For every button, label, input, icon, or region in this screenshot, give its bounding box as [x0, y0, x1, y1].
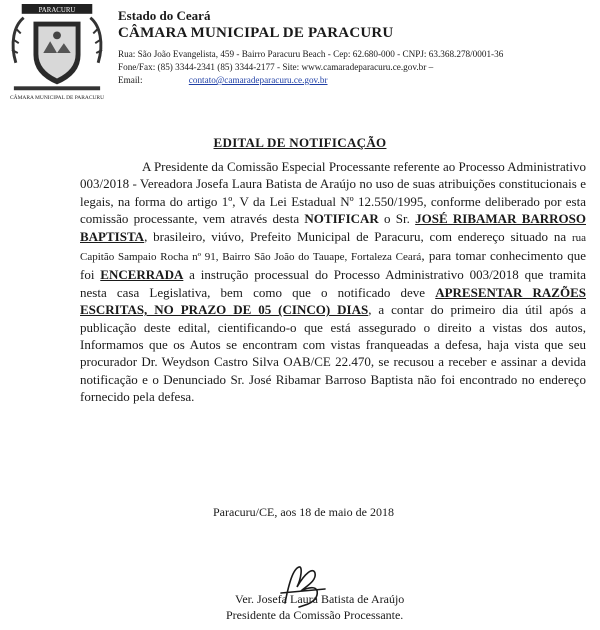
deadline-notice: APRESENTAR RAZÕES ESCRITAS, NO PRAZO DE 05 (CINCO) DIAS [80, 284, 586, 318]
email-label: Email: [118, 75, 143, 85]
signatory-name: Ver. Josefa Laura Batista de Araújo [235, 592, 405, 606]
state-name: Estado do Ceará [118, 8, 211, 23]
street-address: rua Capitão Sampaio Rocha nº 91, Bairro São João do Tauape, Fortaleza Ceará [80, 231, 586, 264]
notificar-keyword: NOTIFICAR [304, 211, 379, 227]
svg-text:CÂMARA MUNICIPAL DE PARACURU: CÂMARA MUNICIPAL DE PARACURU [9, 95, 105, 102]
notice-paragraph: A Presidente da Comissão Especial Processante referente ao Processo Administrativo 003/2018 - Vereadora Josefa Laura Batista de Araújo no uso de suas atribuições constitucionais e legais, na forma do artigo 1º, V da Lei Estadual Nº 12.550/1995, conforme deliberado por esta comissão processante, vem através desta NOTIFICAR o Sr. JOSÉ RIBAMAR BARROSO BAPTISTA, brasileiro, viúvo, Prefeito Municipal de Paracuru, com endereço situado na rua Capitão Sampaio Rocha nº 91, Bairro São João do Tauape, Fortaleza Ceará, para tomar conhecimento que foi ENCERRADA a instrução processual do Processo Administrativo 003/2018 que tramita nesta casa Legislativa, bem como que o notificado deve APRESENTAR RAZÕES ESCRITAS, NO PRAZO DE 05 (CINCO) DIAS, a contar do primeiro dia útil após a publicação deste edital, cientificando-o que está assegurado o direito a vistas dos autos, Informamos que os Autos se encontram com vistas franqueadas a defesa, haja vista que seu procurador Dr. Weydson Castro Silva OAB/CE 22.470, se recusou a receber e assinar a devida notificação e o Denunciado Sr. José Ribamar Barroso Baptista não foi encontrado no endereço fornecido pela defesa. [80, 159, 586, 405]
notified-person-name: JOSÉ RIBAMAR BARROSO BAPTISTA [80, 211, 586, 244]
phone-site-line: Fone/Fax: (85) 3344-2341 (85) 3344-2177 - Site: www.camaradeparacuru.ce.gov.br – [118, 62, 434, 72]
address-line: Rua: São João Evangelista, 459 - Bairro Paracuru Beach - Cep: 62.680-000 - CNPJ: 63.368.278/0001-36 [118, 49, 504, 59]
notice-body [80, 158, 586, 406]
date-line: Paracuru/CE, aos 18 de maio de 2018 [213, 505, 394, 519]
signatory-role: Presidente da Comissão Processante. [226, 608, 404, 622]
email-link[interactable]: contato@camaradeparacuru.ce.gov.br [188, 75, 328, 85]
chamber-seal-icon [8, 4, 106, 102]
organization-block [118, 8, 503, 87]
chamber-name: CÂMARA MUNICIPAL DE PARACURU [118, 25, 394, 41]
letterhead [0, 0, 600, 110]
contact-info [118, 48, 503, 87]
encerrada-keyword: ENCERRADA [100, 267, 184, 283]
svg-text:PARACURU: PARACURU [38, 6, 76, 14]
document-title: EDITAL DE NOTIFICAÇÃO [213, 135, 387, 150]
email-line [118, 74, 503, 87]
